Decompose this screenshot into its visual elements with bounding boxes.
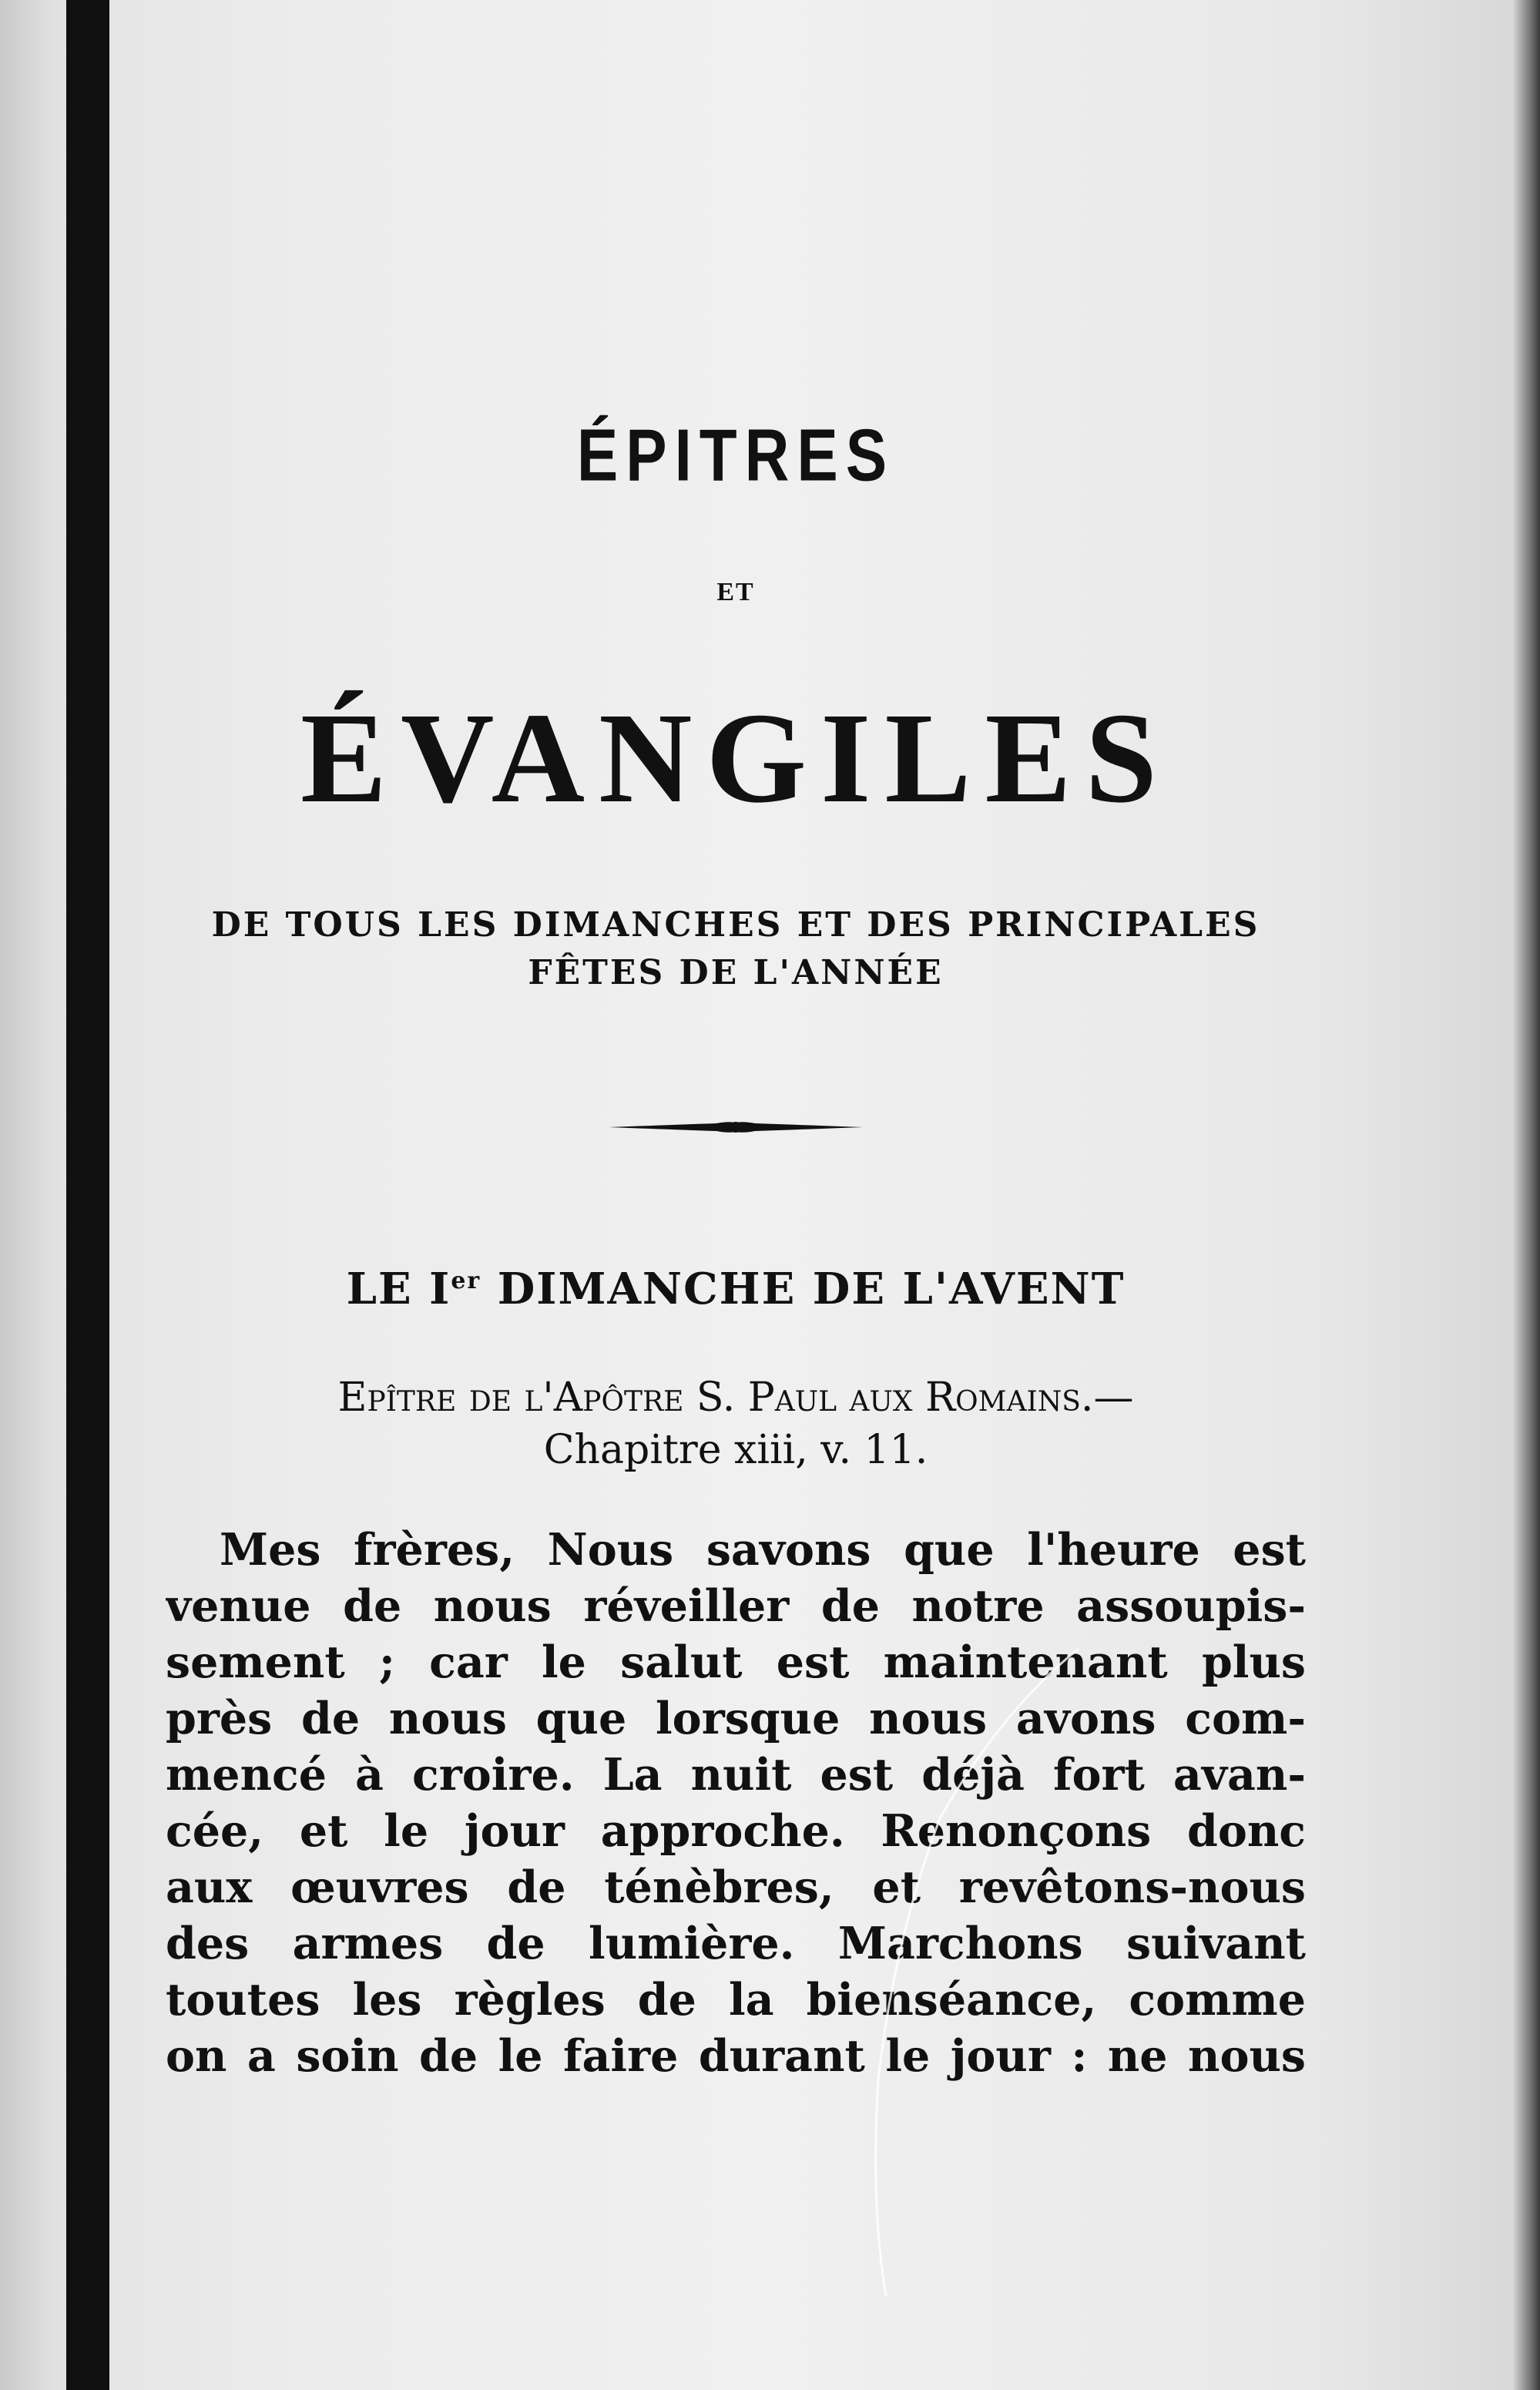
body-line: aux œuvres de ténèbres, et revêtons-nous <box>166 1861 1306 1913</box>
epistle-reference-line-2: Chapitre xiii, v. 11. <box>543 1427 928 1473</box>
title-evangiles: ÉVANGILES <box>300 686 1171 830</box>
body-line: près de nous que lorsque nous avons com- <box>166 1693 1306 1744</box>
section-heading-prefix: LE I <box>346 1264 451 1314</box>
subtitle-line-1: DE TOUS LES DIMANCHES ET DES PRINCIPALES <box>211 905 1260 945</box>
section-heading <box>166 1264 1306 1314</box>
binding-edge <box>66 0 109 2390</box>
page-gutter <box>0 0 66 2390</box>
body-line: Mes frères, Nous savons que l'heure est <box>220 1524 1306 1576</box>
body-line: mencé à croire. La nuit est déjà fort avan- <box>166 1749 1306 1801</box>
subtitle-line-2: FÊTES DE L'ANNÉE <box>528 953 944 992</box>
subtitle <box>166 901 1306 997</box>
body-line: toutes les règles de la bienséance, comme <box>166 1974 1306 2026</box>
ornamental-rule-icon <box>609 1112 863 1143</box>
body-line: venue de nous réveiller de notre assoupis- <box>166 1580 1306 1632</box>
page-content <box>166 0 1306 2390</box>
body-line: sement ; car le salut est maintenant plus <box>166 1636 1306 1688</box>
body-line: des armes de lumière. Marchons suivant <box>166 1918 1306 1969</box>
paper-scratch-mark <box>847 1618 1094 2311</box>
body-line: cée, et le jour approche. Renonçons donc <box>166 1805 1306 1857</box>
section-heading-rest: DIMANCHE DE L'AVENT <box>481 1264 1126 1314</box>
epistle-reference <box>166 1371 1306 1476</box>
body-line: on a soin de le faire durant le jour : ne nous <box>166 2030 1306 2082</box>
title-epitres: ÉPITRES <box>576 414 895 496</box>
title-conjunction: ET <box>716 578 755 606</box>
epistle-reference-line-1: Epître de l'Apôtre S. Paul aux Romains.— <box>337 1375 1134 1421</box>
page-edge-shadow <box>1514 0 1540 2390</box>
body-paragraph <box>166 1522 1306 2084</box>
section-heading-superscript: er <box>451 1267 481 1294</box>
